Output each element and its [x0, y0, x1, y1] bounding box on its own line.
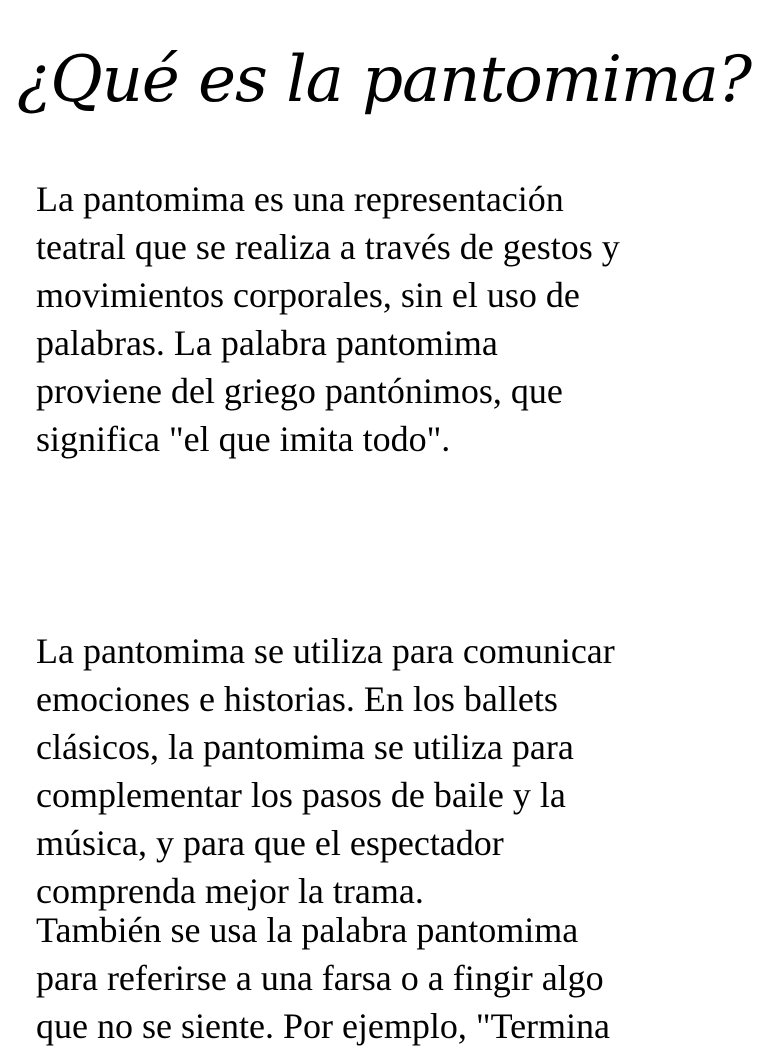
page-title: ¿Qué es la pantomima?	[16, 43, 752, 117]
paragraph-definition: La pantomima es una representación teatral que se realiza a través de gestos y movimientos corporales, sin el uso de palabras. La palabra pantomima proviene del griego pantónimos, que significa "el que imita todo".	[36, 179, 620, 459]
paragraph-uses: La pantomima se utiliza para comunicar emociones e historias. En los ballets clásicos, la pantomima se utiliza para complementar los pasos de baile y la música, y para que el espectador comprenda mejor la trama.	[36, 631, 615, 911]
paragraph-figurative: También se usa la palabra pantomima para referirse a una farsa o a fingir algo que no se siente. Por ejemplo, "Termina	[36, 910, 611, 1046]
